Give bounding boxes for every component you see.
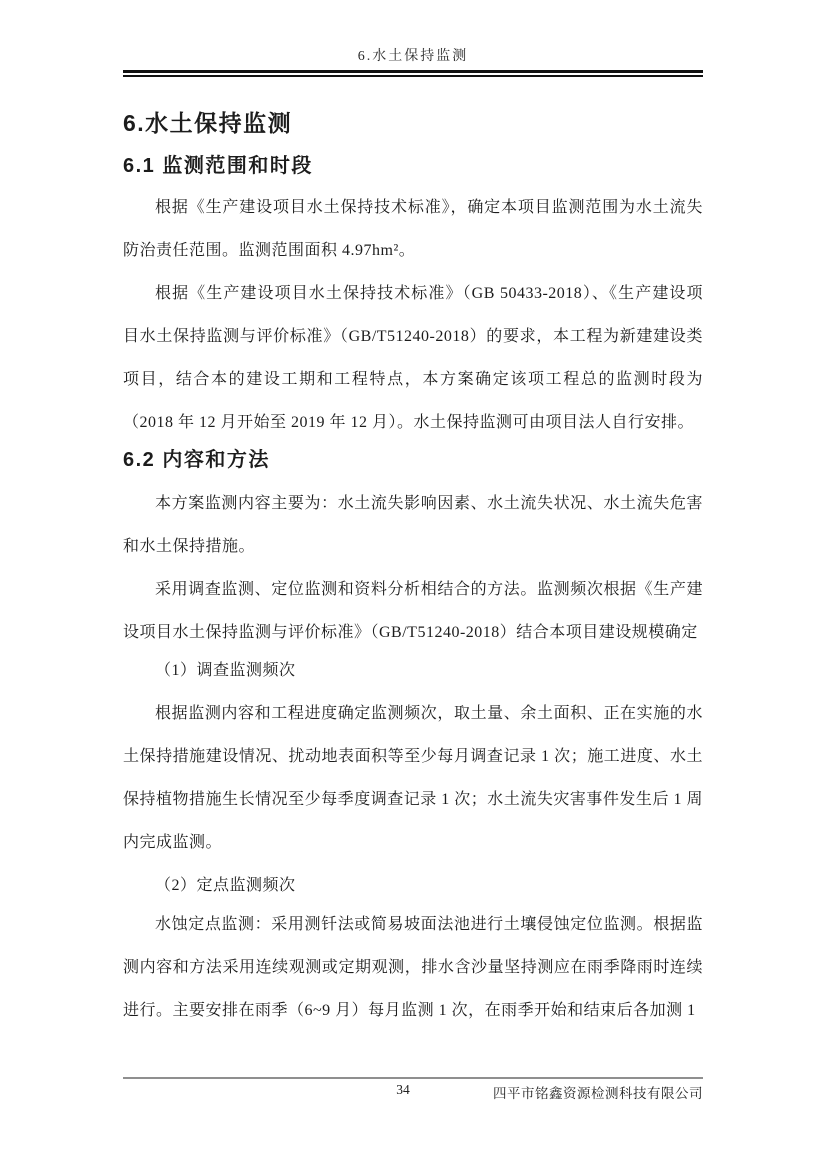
header-rule [123, 70, 703, 77]
paragraph-monitor-method: 采用调查监测、定位监测和资料分析相结合的方法。监测频次根据《生产建设项目水土保持监测与评价标准》（GB/T51240-2018）结合本项目建设规模确定 [123, 581, 703, 641]
chapter-heading: 6.水土保持监测 [123, 110, 293, 136]
paragraph-fixed-point-monitoring: 水蚀定点监测：采用测钎法或简易坡面法池进行土壤侵蚀定位监测。根据监测内容和方法采用连续观测或定期观测，排水含沙量坚持测应在雨季降雨时连续进行。主要安排在雨季（6~9 月）每月监测 1 次，在雨季开始和结束后各加测 1 [123, 916, 703, 1019]
section-heading-6-1: 6.1 监测范围和时段 [123, 155, 313, 177]
footer-company: 四平市铭鑫资源检测科技有限公司 [493, 1086, 703, 1101]
document-body [123, 78, 703, 1032]
list-item-fixed-point-heading: （2）定点监测频次 [155, 877, 296, 894]
paragraph-survey-frequency: 根据监测内容和工程进度确定监测频次，取土量、余土面积、正在实施的水土保持措施建设情况、扰动地表面积等至少每月调查记录 1 次；施工进度、水土保持植物措施生长情况至少每季度调查记录 1 次；水土流失灾害事件发生后 1 周内完成监测。 [123, 705, 703, 851]
section-heading-6-2: 6.2 内容和方法 [123, 449, 270, 471]
paragraph-monitor-period: 根据《生产建设项目水土保持技术标准》（GB 50433-2018）、《生产建设项目水土保持监测与评价标准》（GB/T51240-2018）的要求，本工程为新建建设类项目，结合本的建设工期和工程特点，本方案确定该项工程总的监测时段为（2018 年 12 月开始至 2019 年 12 月）。水土保持监测可由项目法人自行安排。 [123, 285, 703, 431]
paragraph-monitor-content: 本方案监测内容主要为：水土流失影响因素、水土流失状况、水土流失危害和水土保持措施。 [123, 495, 703, 555]
footer-rule [123, 1077, 703, 1079]
paragraph-monitor-scope: 根据《生产建设项目水土保持技术标准》，确定本项目监测范围为水土流失防治责任范围。监测范围面积 4.97hm²。 [123, 199, 703, 259]
running-header-title: 6.水土保持监测 [357, 49, 469, 64]
list-item-survey-frequency-heading: （1）调查监测频次 [155, 662, 296, 679]
page-number: 34 [396, 1082, 410, 1097]
